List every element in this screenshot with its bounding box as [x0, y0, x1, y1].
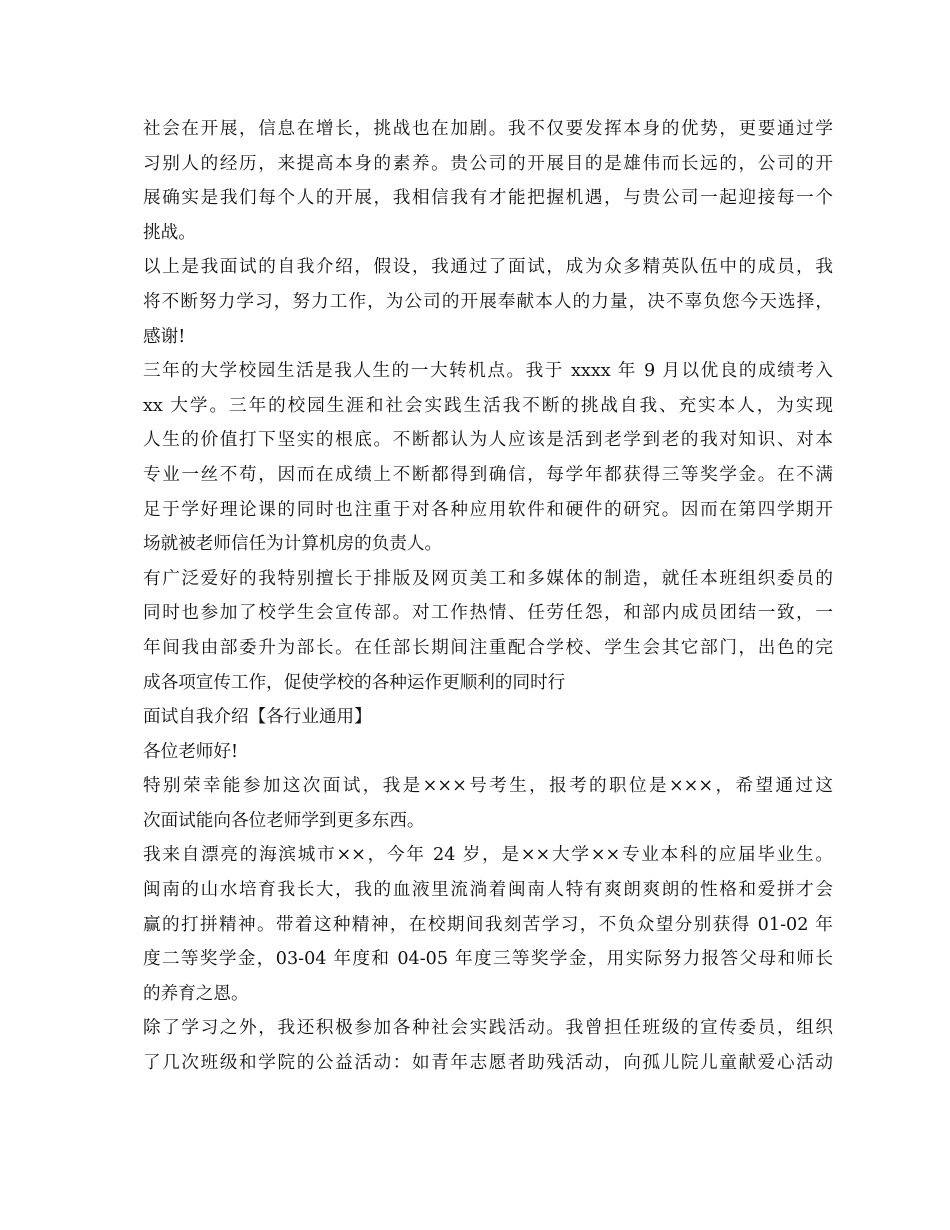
- text-line: 面试自我介绍【各行业通用】: [143, 707, 372, 728]
- text-line: 了几次班级和学院的公益活动：如青年志愿者助残活动，向孤儿院儿童献爱心活动: [143, 1053, 833, 1074]
- document-body: [143, 112, 833, 1081]
- text-line: 挑战。: [143, 222, 196, 243]
- text-line: 次面试能向各位老师学到更多东西。: [143, 810, 425, 831]
- text-line: 场就被老师信任为计算机房的负责人。: [143, 534, 443, 555]
- text-line: 度二等奖学金，03-04 年度和 04-05 年度三等奖学金，用实际努力报答父母和师长: [143, 949, 833, 970]
- text-line: 除了学习之外，我还积极参加各种社会实践活动。我曾担任班级的宣传委员，组织: [143, 1018, 833, 1039]
- text-line: xx 大学。三年的校园生涯和社会实践生活我不断的挑战自我、充实本人，为实现: [143, 395, 833, 416]
- text-line: 将不断努力学习，努力工作，为公司的开展奉献本人的力量，决不辜负您今天选择，: [143, 291, 833, 312]
- text-line: 闽南的山水培育我长大，我的血液里流淌着闽南人特有爽朗爽朗的性格和爱拼才会: [143, 880, 833, 901]
- text-line: 三年的大学校园生活是我人生的一大转机点。我于 xxxx 年 9 月以优良的成绩考入: [143, 361, 833, 382]
- text-line: 习别人的经历，来提高本身的素养。贵公司的开展目的是雄伟而长远的，公司的开: [143, 153, 833, 174]
- text-line: 展确实是我们每个人的开展，我相信我有才能把握机遇，与贵公司一起迎接每一个: [143, 188, 833, 209]
- text-line: 的养育之恩。: [143, 983, 249, 1004]
- text-line: 我来自漂亮的海滨城市××，今年 24 岁，是××大学××专业本科的应届毕业生。: [143, 845, 833, 866]
- text-line: 足于学好理论课的同时也注重于对各种应用软件和硬件的研究。因而在第四学期开: [143, 499, 833, 520]
- text-line: 成各项宣传工作，促使学校的各种运作更顺利的同时行: [143, 672, 566, 693]
- text-line: 各位老师好!: [143, 741, 239, 762]
- text-line: 特别荣幸能参加这次面试，我是×××号考生，报考的职位是×××，希望通过这: [143, 776, 833, 797]
- text-line: 以上是我面试的自我介绍，假设，我通过了面试，成为众多精英队伍中的成员，我: [143, 257, 833, 278]
- text-line: 社会在开展，信息在增长，挑战也在加剧。我不仅要发挥本身的优势，更要通过学: [143, 119, 833, 139]
- text-line: 感谢!: [143, 326, 186, 347]
- text-line: 有广泛爱好的我特别擅长于排版及网页美工和多媒体的制造，就任本班组织委员的: [143, 568, 833, 589]
- text-line: 赢的打拼精神。带着这种精神，在校期间我刻苦学习，不负众望分别获得 01-02 年: [143, 914, 833, 935]
- text-line: 年间我由部委升为部长。在任部长期间注重配合学校、学生会其它部门，出色的完: [143, 637, 833, 658]
- text-line: 同时也参加了校学生会宣传部。对工作热情、任劳任怨，和部内成员团结一致，一: [143, 603, 833, 624]
- text-line: 人生的价值打下坚实的根底。不断都认为人应该是活到老学到老的我对知识、对本: [143, 430, 833, 451]
- text-line: 专业一丝不苟，因而在成绩上不断都得到确信，每学年都获得三等奖学金。在不满: [143, 464, 833, 485]
